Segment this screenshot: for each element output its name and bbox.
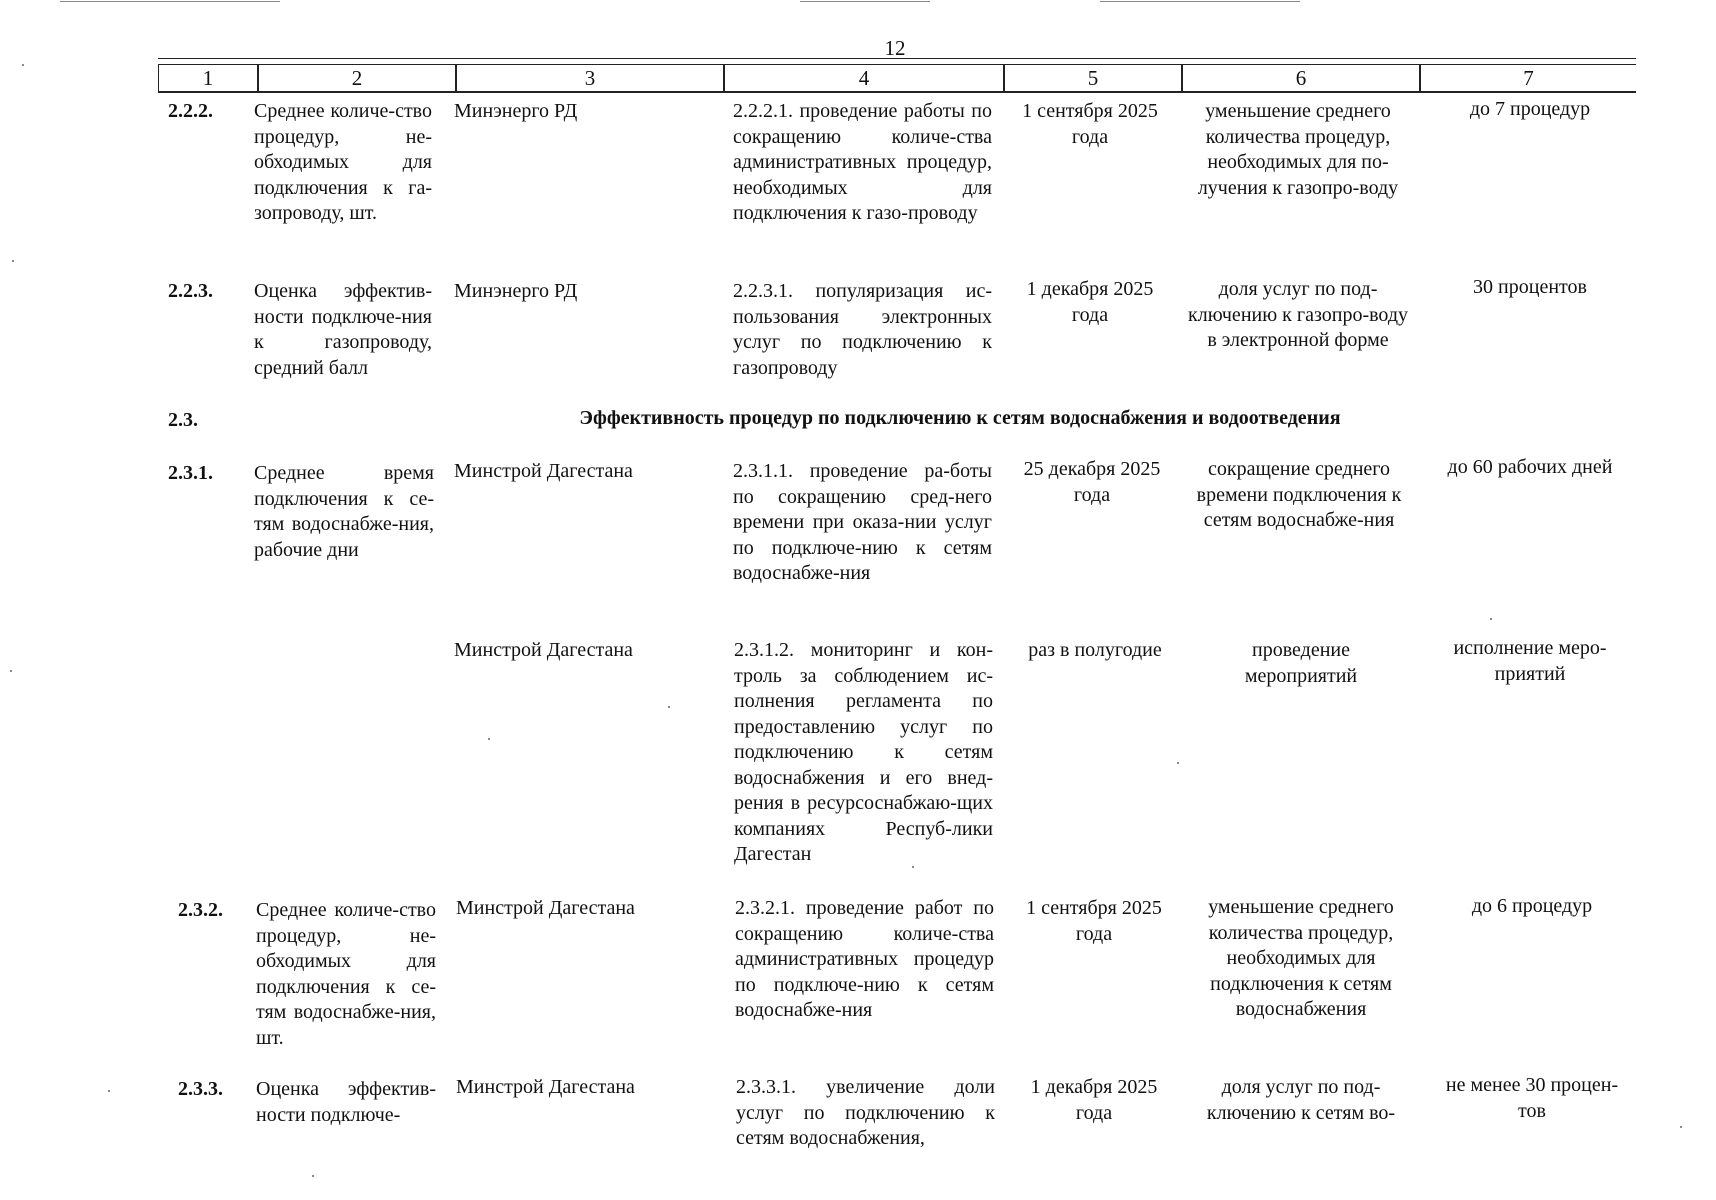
scan-speck <box>1680 1126 1682 1128</box>
result-cell: уменьшение среднего количества процедур, необходимых для по-лучения к газопро-воду <box>1197 100 1399 199</box>
executor-cell: Минстрой Дагестана <box>454 639 633 661</box>
scan-speck <box>1177 762 1179 764</box>
target-cell: 30 процентов <box>1473 276 1587 298</box>
column-header-7: 7 <box>1420 64 1636 92</box>
row-number: 2.3.3. <box>178 1078 223 1100</box>
deadline-cell: 1 сентября 2025 года <box>1026 897 1162 945</box>
result-cell: проведение мероприятий <box>1244 639 1358 687</box>
row-number: 2.3.1. <box>168 462 213 484</box>
column-header-6: 6 <box>1182 64 1420 92</box>
indicator-cell: Оценка эффектив-ности подключе-ния к газопроводу, средний балл <box>254 280 432 379</box>
section-number: 2.3. <box>168 409 198 431</box>
deadline-cell: 1 сентября 2025 года <box>1022 100 1158 148</box>
measure-cell: 2.3.1.2. мониторинг и кон-троль за соблюдением ис-полнения регламента по предоставлению услуг по подключению к сетям водоснабжения и его внед-рения в ресурсоснабжаю-щих компаниях Респуб-лики Дагестан <box>734 639 993 865</box>
result-cell: уменьшение среднего количества процедур, необходимых для подключения к сетям водоснабжения <box>1208 896 1394 1020</box>
scan-edge-line <box>800 1 930 2</box>
scan-speck <box>912 866 914 868</box>
indicator-cell: Среднее количе-ство процедур, не-обходимых для подключения к се-тям водоснабже-ния, шт. <box>256 899 436 1049</box>
measure-cell: 2.3.2.1. проведение работ по сокращению количе-ства административных процедур по подключе-нию к сетям водоснабже-ния <box>735 897 994 1021</box>
target-cell: исполнение меро-приятий <box>1453 637 1607 685</box>
scan-edge-line <box>60 1 280 2</box>
column-header-3: 3 <box>456 64 724 92</box>
executor-cell: Минстрой Дагестана <box>456 897 635 919</box>
target-cell: до 7 процедур <box>1469 98 1591 120</box>
executor-cell: Минэнерго РД <box>454 280 578 302</box>
row-number: 2.2.2. <box>168 100 213 122</box>
column-header-5: 5 <box>1004 64 1182 92</box>
table-header-row <box>158 64 1636 92</box>
result-cell: доля услуг по под-ключению к сетям во- <box>1206 1076 1396 1124</box>
indicator-cell: Среднее время подключения к се-тям водоснабже-ния, рабочие дни <box>254 462 434 561</box>
scan-speck <box>12 260 14 262</box>
result-cell: доля услуг по под-ключению к газопро-воду в электронной форме <box>1188 278 1409 351</box>
scan-speck <box>312 1175 314 1177</box>
deadline-cell: 1 декабря 2025 года <box>1026 278 1154 326</box>
deadline-cell: 1 декабря 2025 года <box>1030 1076 1158 1124</box>
indicator-cell: Среднее количе-ство процедур, не-обходимых для подключения к га-зопроводу, шт. <box>254 100 432 224</box>
row-number: 2.3.2. <box>178 899 223 921</box>
row-number: 2.2.3. <box>168 280 213 302</box>
measure-cell: 2.2.3.1. популяризация ис-пользования электронных услуг по подключению к газопроводу <box>733 280 992 379</box>
deadline-cell: 25 декабря 2025 года <box>1023 458 1161 506</box>
measure-cell: 2.2.2.1. проведение работы по сокращению количе-ства административных процедур, необходимых для подключения к газо-проводу <box>733 100 992 224</box>
column-header-1: 1 <box>158 64 258 92</box>
measure-cell: 2.3.3.1. увеличение доли услуг по подключению к сетям водоснабжения, <box>736 1076 995 1149</box>
section-title: Эффективность процедур по подключению к сетям водоснабжения и водоотведения <box>579 407 1341 429</box>
scan-speck <box>10 670 12 672</box>
page-number: 12 <box>884 36 906 60</box>
scan-speck <box>22 64 24 66</box>
result-cell: сокращение среднего времени подключения к сетям водоснабже-ния <box>1196 458 1402 531</box>
column-header-4: 4 <box>724 64 1004 92</box>
scan-speck <box>668 706 670 708</box>
scan-speck <box>1490 618 1492 620</box>
column-header-2: 2 <box>258 64 456 92</box>
target-cell: до 60 рабочих дней <box>1447 456 1613 478</box>
indicator-cell: Оценка эффектив-ности подключе- <box>256 1078 436 1126</box>
executor-cell: Минэнерго РД <box>454 100 578 122</box>
deadline-cell: раз в полугодие <box>1028 639 1162 661</box>
target-cell: до 6 процедур <box>1471 895 1593 917</box>
scan-speck <box>488 738 490 740</box>
target-cell: не менее 30 процен-тов <box>1445 1074 1619 1122</box>
executor-cell: Минстрой Дагестана <box>454 460 633 482</box>
table-top-rule <box>158 58 1636 59</box>
scan-edge-line <box>1100 1 1300 2</box>
executor-cell: Минстрой Дагестана <box>456 1076 635 1098</box>
scan-speck <box>108 1090 110 1092</box>
measure-cell: 2.3.1.1. проведение ра-боты по сокращению сред-него времени при оказа-нии услуг по подключе-нию к сетям водоснабже-ния <box>733 460 992 584</box>
header-bottom-rule <box>158 92 1636 93</box>
